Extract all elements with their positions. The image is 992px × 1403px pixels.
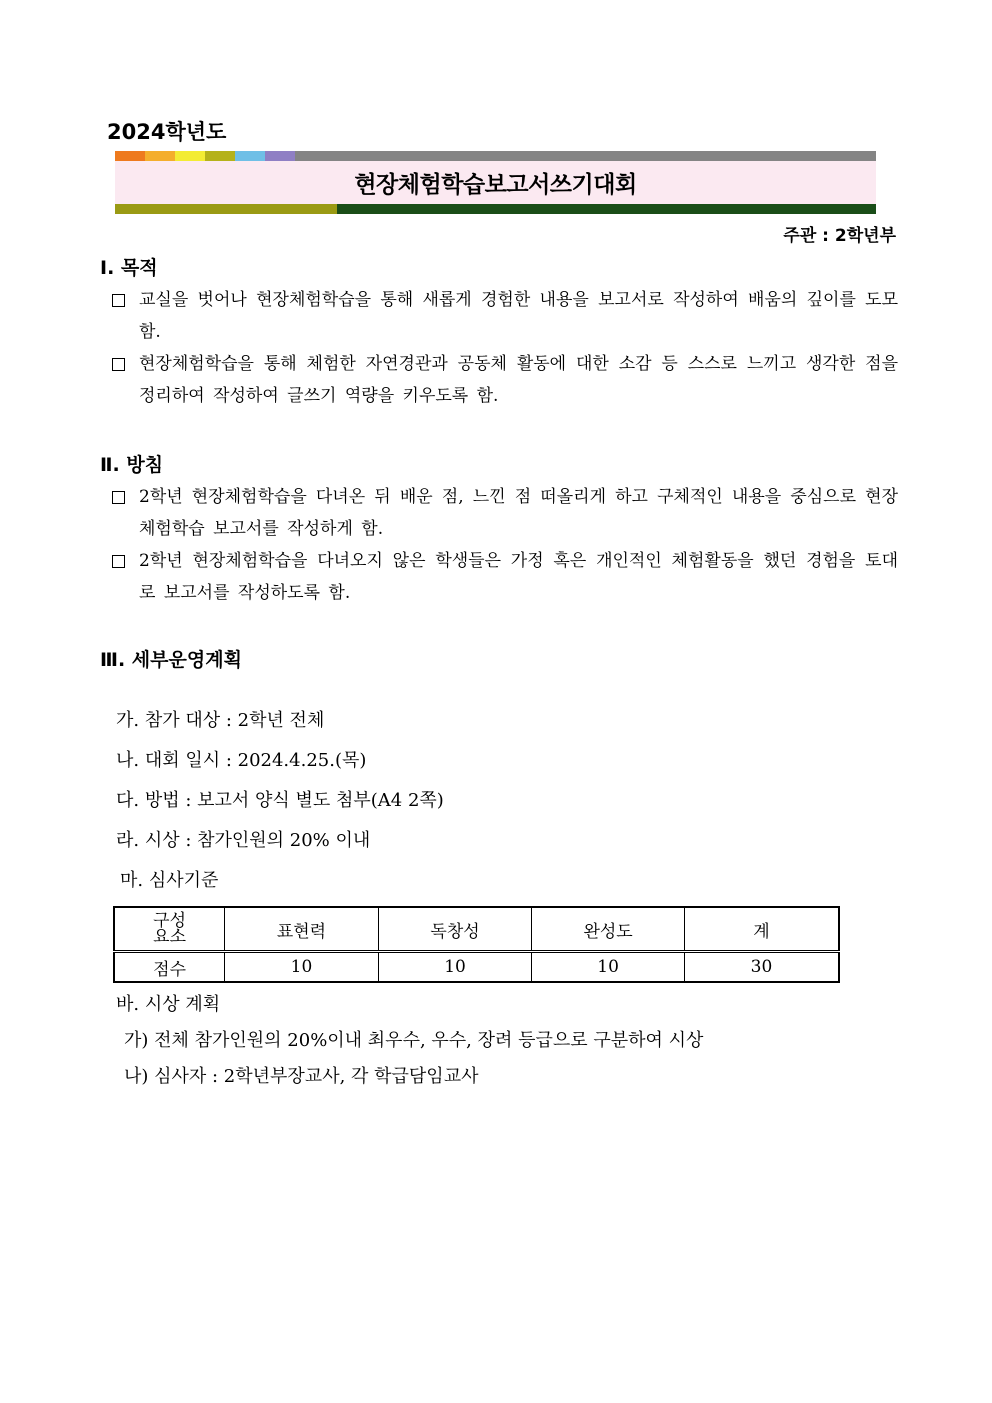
banner-stripe-segment: [115, 151, 145, 161]
table-header-cell: 계: [684, 907, 839, 952]
table-header-row: [114, 907, 839, 952]
bullet-item: [112, 545, 898, 609]
table-cell: 10: [532, 952, 685, 983]
bullet-item: [112, 348, 898, 412]
table-row: [114, 952, 839, 983]
bullet-text: 2학년 현장체험학습을 다녀오지 않은 학생들은 가정 혹은 개인적인 체험활동을 했던 경험을 토대로 보고서를 작성하도록 함.: [139, 551, 898, 603]
banner-stripe-segment: [295, 151, 876, 161]
table-header-cell: 완성도: [532, 907, 685, 952]
table-header-cell: [114, 907, 225, 952]
year-label: 2024학년도: [107, 120, 227, 144]
checkbox-square-icon: [112, 555, 125, 568]
banner-stripe-segment: [175, 151, 205, 161]
bullet-text: 2학년 현장체험학습을 다녀온 뒤 배운 점, 느낀 점 떠올리게 하고 구체적인 내용을 중심으로 현장체험학습 보고서를 작성하게 함.: [139, 487, 898, 539]
plan-item: 나. 대회 일시 : 2024.4.25.(목): [116, 750, 367, 771]
bullet-item: [112, 481, 898, 545]
header-label: 구성 요소: [153, 911, 187, 947]
page-title: 현장체험학습보고서쓰기대회: [354, 172, 637, 198]
banner-stripe-segment: [145, 151, 175, 161]
table-cell: 10: [378, 952, 532, 983]
plan-item: 마. 심사기준: [120, 870, 219, 891]
plan-item: 다. 방법 : 보고서 양식 별도 첨부(A4 2쪽): [116, 790, 444, 811]
award-title: 바. 시상 계획: [116, 994, 221, 1015]
section-heading-plan: Ⅲ. 세부운영계획: [100, 649, 242, 671]
banner-top-stripe: [115, 151, 876, 161]
banner-bottom-segment: [337, 204, 876, 214]
bullet-text: 현장체험학습을 통해 체험한 자연경관과 공동체 활동에 대한 소감 등 스스로 느끼고 생각한 점을 정리하여 작성하여 글쓰기 역량을 키우도록 함.: [139, 354, 898, 406]
section-heading-policy: Ⅱ. 방침: [100, 454, 164, 476]
table-row-label: 점수: [114, 952, 225, 983]
table-header-cell: 독창성: [378, 907, 532, 952]
bullet-text: 교실을 벗어나 현장체험학습을 통해 새롭게 경험한 내용을 보고서로 작성하여 배움의 깊이를 도모함.: [139, 290, 898, 342]
bullet-item: [112, 284, 898, 348]
criteria-table: [113, 906, 840, 983]
section-heading-purpose: Ⅰ. 목적: [100, 257, 158, 279]
banner-stripe-segment: [235, 151, 265, 161]
title-banner: [115, 161, 876, 204]
table-cell: 10: [225, 952, 379, 983]
checkbox-square-icon: [112, 491, 125, 504]
banner-stripe-segment: [265, 151, 295, 161]
plan-item: 가. 참가 대상 : 2학년 전체: [116, 710, 325, 731]
plan-item: 라. 시상 : 참가인원의 20% 이내: [116, 830, 371, 851]
host-label: 주관 : 2학년부: [783, 226, 896, 246]
banner-bottom-stripe: [115, 204, 876, 214]
table-cell: 30: [684, 952, 839, 983]
checkbox-square-icon: [112, 358, 125, 371]
award-subitem: 나) 심사자 : 2학년부장교사, 각 학급담임교사: [124, 1066, 479, 1087]
banner-bottom-segment: [115, 204, 337, 214]
award-subitem: 가) 전체 참가인원의 20%이내 최우수, 우수, 장려 등급으로 구분하여 시상: [124, 1030, 704, 1051]
table-header-cell: 표현력: [225, 907, 379, 952]
banner-stripe-segment: [205, 151, 235, 161]
checkbox-square-icon: [112, 294, 125, 307]
